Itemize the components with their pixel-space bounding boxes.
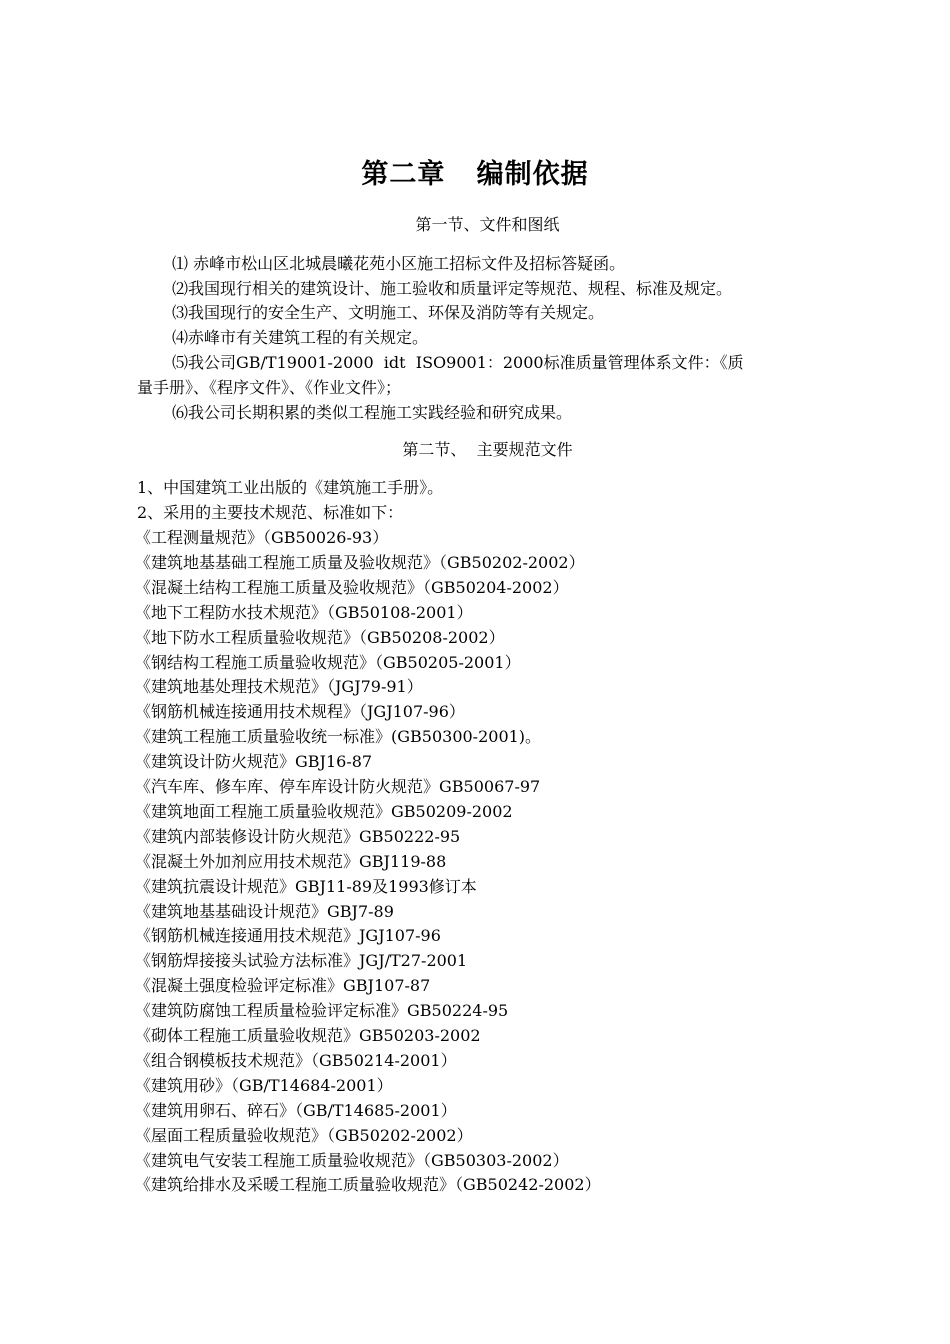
standard-item: 《钢筋机械连接通用技术规范》JGJ107-96	[135, 926, 441, 946]
document-item-continuation: 量手册》、《程序文件》、《作业文件》；	[137, 378, 402, 397]
standard-item: 《建筑防腐蚀工程质量检验评定标准》GB50224-95	[135, 1001, 509, 1021]
standard-item: 《建筑给排水及采暖工程施工质量验收规范》（GB50242-2002）	[135, 1175, 601, 1195]
standard-item: 《地下防水工程质量验收规范》（GB50208-2002）	[135, 627, 505, 647]
standard-item: 《组合钢模板技术规范》（GB50214-2001）	[135, 1050, 457, 1070]
standard-item: 《建筑地基基础设计规范》GBJ7-89	[135, 901, 394, 921]
standard-item: 《建筑用砂》（GB/T14684-2001）	[135, 1075, 393, 1095]
standard-item: 《钢筋机械连接通用技术规程》（JGJ107-96）	[135, 702, 465, 722]
standard-item: 《建筑抗震设计规范》GBJ11-89及1993修订本	[135, 876, 477, 896]
chapter-title: 第二章 编制依据	[361, 159, 589, 190]
standard-item: 《屋面工程质量验收规范》（GB50202-2002）	[135, 1125, 473, 1145]
section-title-documents: 第一节、文件和图纸	[415, 215, 560, 234]
document-item: ⑹我公司长期积累的类似工程施工实践经验和研究成果。	[172, 403, 573, 422]
standard-item: 《砌体工程施工质量验收规范》GB50203-2002	[135, 1026, 481, 1045]
document-item: ⑶我国现行的安全生产、文明施工、环保及消防等有关规定。	[172, 303, 605, 322]
document-item: ⑷赤峰市有关建筑工程的有关规定。	[172, 328, 429, 347]
section-title-standards: 第二节、 主要规范文件	[402, 440, 573, 459]
standard-item: 《钢筋焊接接头试验方法标准》JGJ/T27-2001	[135, 951, 468, 971]
intro-line: 1、中国建筑工业出版的《建筑施工手册》。	[137, 478, 444, 497]
document-item: ⑴ 赤峰市松山区北城晨曦花苑小区施工招标文件及招标答疑函。	[172, 254, 626, 273]
standard-item: 《建筑地基处理技术规范》（JGJ79-91）	[135, 677, 423, 697]
intro-line: 2、采用的主要技术规范、标准如下：	[137, 503, 404, 522]
standard-item: 《建筑用卵石、碎石》（GB/T14685-2001）	[135, 1100, 457, 1120]
standard-item: 《建筑工程施工质量验收统一标准》(GB50300-2001)。	[135, 727, 542, 747]
standard-item: 《建筑地基基础工程施工质量及验收规范》（GB50202-2002）	[135, 552, 585, 572]
standard-item: 《混凝土强度检验评定标准》GBJ107-87	[135, 976, 431, 996]
standard-item: 《汽车库、修车库、停车库设计防火规范》GB50067-97	[135, 777, 541, 796]
standard-item: 《混凝土外加剂应用技术规范》GBJ119-88	[135, 851, 447, 871]
standard-item: 《建筑设计防火规范》GBJ16-87	[135, 752, 373, 772]
document-item: ⑵我国现行相关的建筑设计、施工验收和质量评定等规范、规程、标准及规定。	[172, 279, 733, 298]
standard-item: 《钢结构工程施工质量验收规范》（GB50205-2001）	[135, 652, 521, 672]
standard-item: 《地下工程防水技术规范》（GB50108-2001）	[135, 602, 473, 622]
standard-item: 《建筑内部装修设计防火规范》GB50222-95	[135, 826, 461, 846]
standard-item: 《工程测量规范》（GB50026-93）	[135, 528, 389, 547]
standard-item: 《建筑电气安装工程施工质量验收规范》（GB50303-2002）	[135, 1150, 569, 1170]
document-item: ⑸我公司GB/T19001-2000 idt ISO9001：2000标准质量管理体系文件：《质	[172, 353, 744, 372]
standard-item: 《建筑地面工程施工质量验收规范》GB50209-2002	[135, 801, 513, 821]
standard-item: 《混凝土结构工程施工质量及验收规范》（GB50204-2002）	[135, 577, 569, 597]
